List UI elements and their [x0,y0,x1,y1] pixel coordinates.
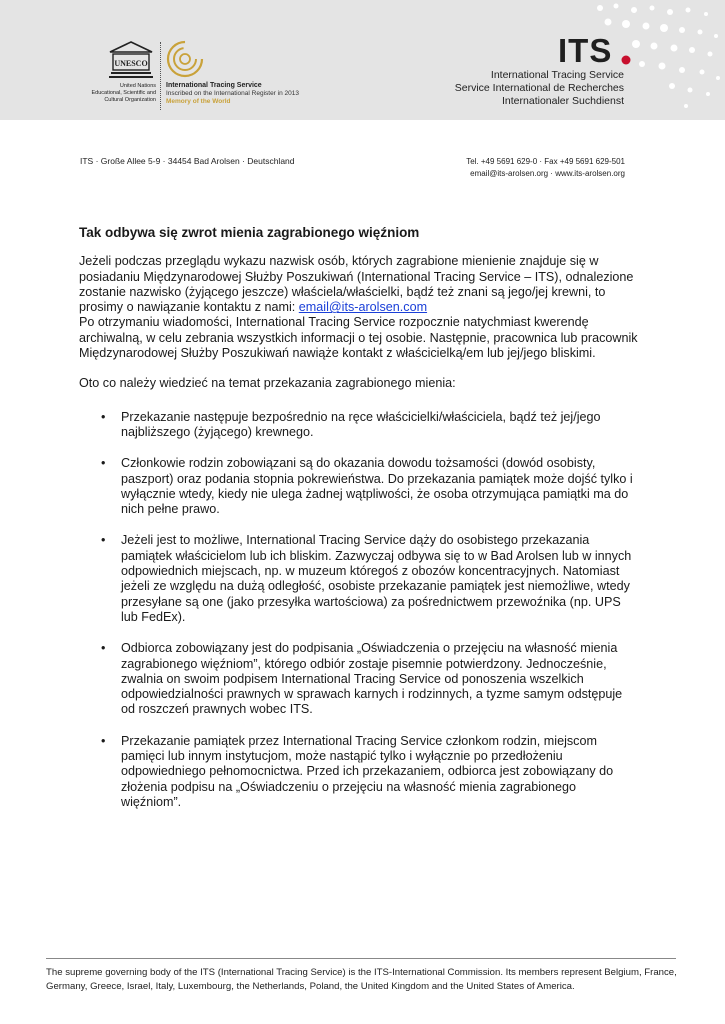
its-logo [440,28,630,107]
contact-email-link[interactable]: email@its-arolsen.com [298,300,428,315]
unesco-org-name [78,83,156,104]
bullet-icon: • [101,641,106,656]
logo-divider [160,42,163,110]
mow-subtitle: Inscribed on the International Register in 2013 [166,90,299,97]
email-web: email@its-arolsen.org · www.its-arolsen.org [470,169,625,178]
unesco-temple-icon [108,40,154,80]
postal-address: ITS · Große Allee 5-9 · 34454 Bad Arolsen · Deutschland [80,156,295,166]
list-item [79,410,639,441]
lead-paragraph: Oto co należy wiedzieć na temat przekazania zagrabionego mienia: [79,376,456,391]
unesco-logo-text: UNESCO [114,59,148,68]
its-wordmark: ITS [558,32,613,69]
mow-title: International Tracing Service [166,82,262,89]
list-item-text: Jeżeli jest to możliwe, International Tracing Service dąży do osobistego przekazania pamiątek właścicielom lub ich bliskim. Zazwyczaj odbywa się to w Bad Arolsen lub w innych odpowiednich miejscach, np. w muzeum któregoś z obozów koncentracyjnych. Natomiast jeżeli ze względu na dużą odległość, osobiste przekazanie pamiątek jest niemożliwe, wtedy przesyłane są one (jako przesyłka wartościowa) za pośrednictwem przewoźnika (np. UPS lub FedEx). [121,533,632,624]
phone-fax: Tel. +49 5691 629-0 · Fax +49 5691 629-501 [466,157,625,166]
its-name-fr: Service International de Recherches [454,82,624,94]
contact-block [466,156,625,180]
intro-paragraph [79,254,639,361]
footer-divider [46,958,676,959]
its-name-en: International Tracing Service [490,69,624,81]
list-item [79,533,639,625]
intro-text: Jeżeli podczas przeglądu wykazu nazwisk osób, których zagrabione mienienie znajduje się w posiadaniu Międzynarodowej Służby Poszukiwań (International Tracing Service – ITS), odnalezione zostanie nazwisko (żyjącego jeszcze) właściela/właścielki, bądź też znani są jego/jej krewni, to prosimy o nawiązanie kontaktu z nami: [79,254,634,315]
mow-program: Memory of the World [166,98,231,105]
bullet-icon: • [101,533,106,548]
unesco-org-line: Educational, Scientific and [91,90,156,96]
its-name-de: Internationaler Suchdienst [502,95,624,107]
bullet-icon: • [101,456,106,471]
bullet-icon: • [101,409,106,424]
list-item-text: Członkowie rodzin zobowiązani są do okazania dowodu tożsamości (dowód osobisty, paszport) oraz podania stopnia pokrewieństwa. Do przekazania pamiątek może dojść tylko i wyłącznie wtedy, kiedy nie ulega żadnej wątpliwości, że osoba otrzymująca pamiątki ma do nich pełne prawo. [121,456,633,517]
bullet-icon: • [101,733,106,748]
unesco-org-line: Cultural Organization [104,97,156,103]
list-item-text: Przekazanie następuje bezpośrednio na ręce właścicielki/właściciela, bądź też jej/jego najbliższego (żyjącego) krewnego. [121,409,601,439]
list-item-text: Odbiorca zobowiązany jest do podpisania „Oświadczenia o przejęciu na własność mienia zagrabionego więźniom”, którego odbiór zostaje pisemnie potwierdzony. Jednocześnie, zwalnia on swoim podpisem International Tracing Service od ponoszenia wszelkich odpowiedzialności prawnych w sprawach karnych i rodzinnych, a tyzme samym odstępuje od roszczeń prawnych wobec ITS. [121,641,623,717]
bullet-list [79,410,639,811]
list-item [79,734,639,810]
intro-followup: Po otrzymaniu wiadomości, International Tracing Service rozpocznie natychmiast kwerendę archiwalną, w celu zebrania wszystkich informacji o tej osobie. Następnie, pracownica lub pracownik Międzynarodowej Służby Poszukiwań nawiąże kontakt z właścicielką/em lub jej/jego bliskimi. [79,315,638,361]
partner-logos [78,36,338,112]
list-item [79,641,639,717]
unesco-org-line: United Nations [119,83,156,89]
page-title: Tak odbywa się zwrot mienia zagrabionego więźniom [79,225,420,240]
memory-of-the-world-icon [166,40,204,78]
footer-note: The supreme governing body of the ITS (International Tracing Service) is the ITS-International Commission. Its members represent Belgium, France, Germany, Greece, Israel, Italy, Luxembourg, the Netherlands, Poland, the United Kingdom and the United States of America. [46,967,677,992]
letter-body [79,225,639,826]
list-item [79,456,639,517]
list-item-text: Przekazanie pamiątek przez International Tracing Service członkom rodzin, miejscom pamięci lub innym instytucjom, może nastąpić tylko i wyłącznie po przedłożeniu odpowiedniego pełnomocnictwa. Przed ich przekazaniem, odbiorca jest zobowiązany do złożenia podpisu na „Oświadczeniu o przejęciu na własność mienia zagrabionego więźniom”. [121,733,614,809]
